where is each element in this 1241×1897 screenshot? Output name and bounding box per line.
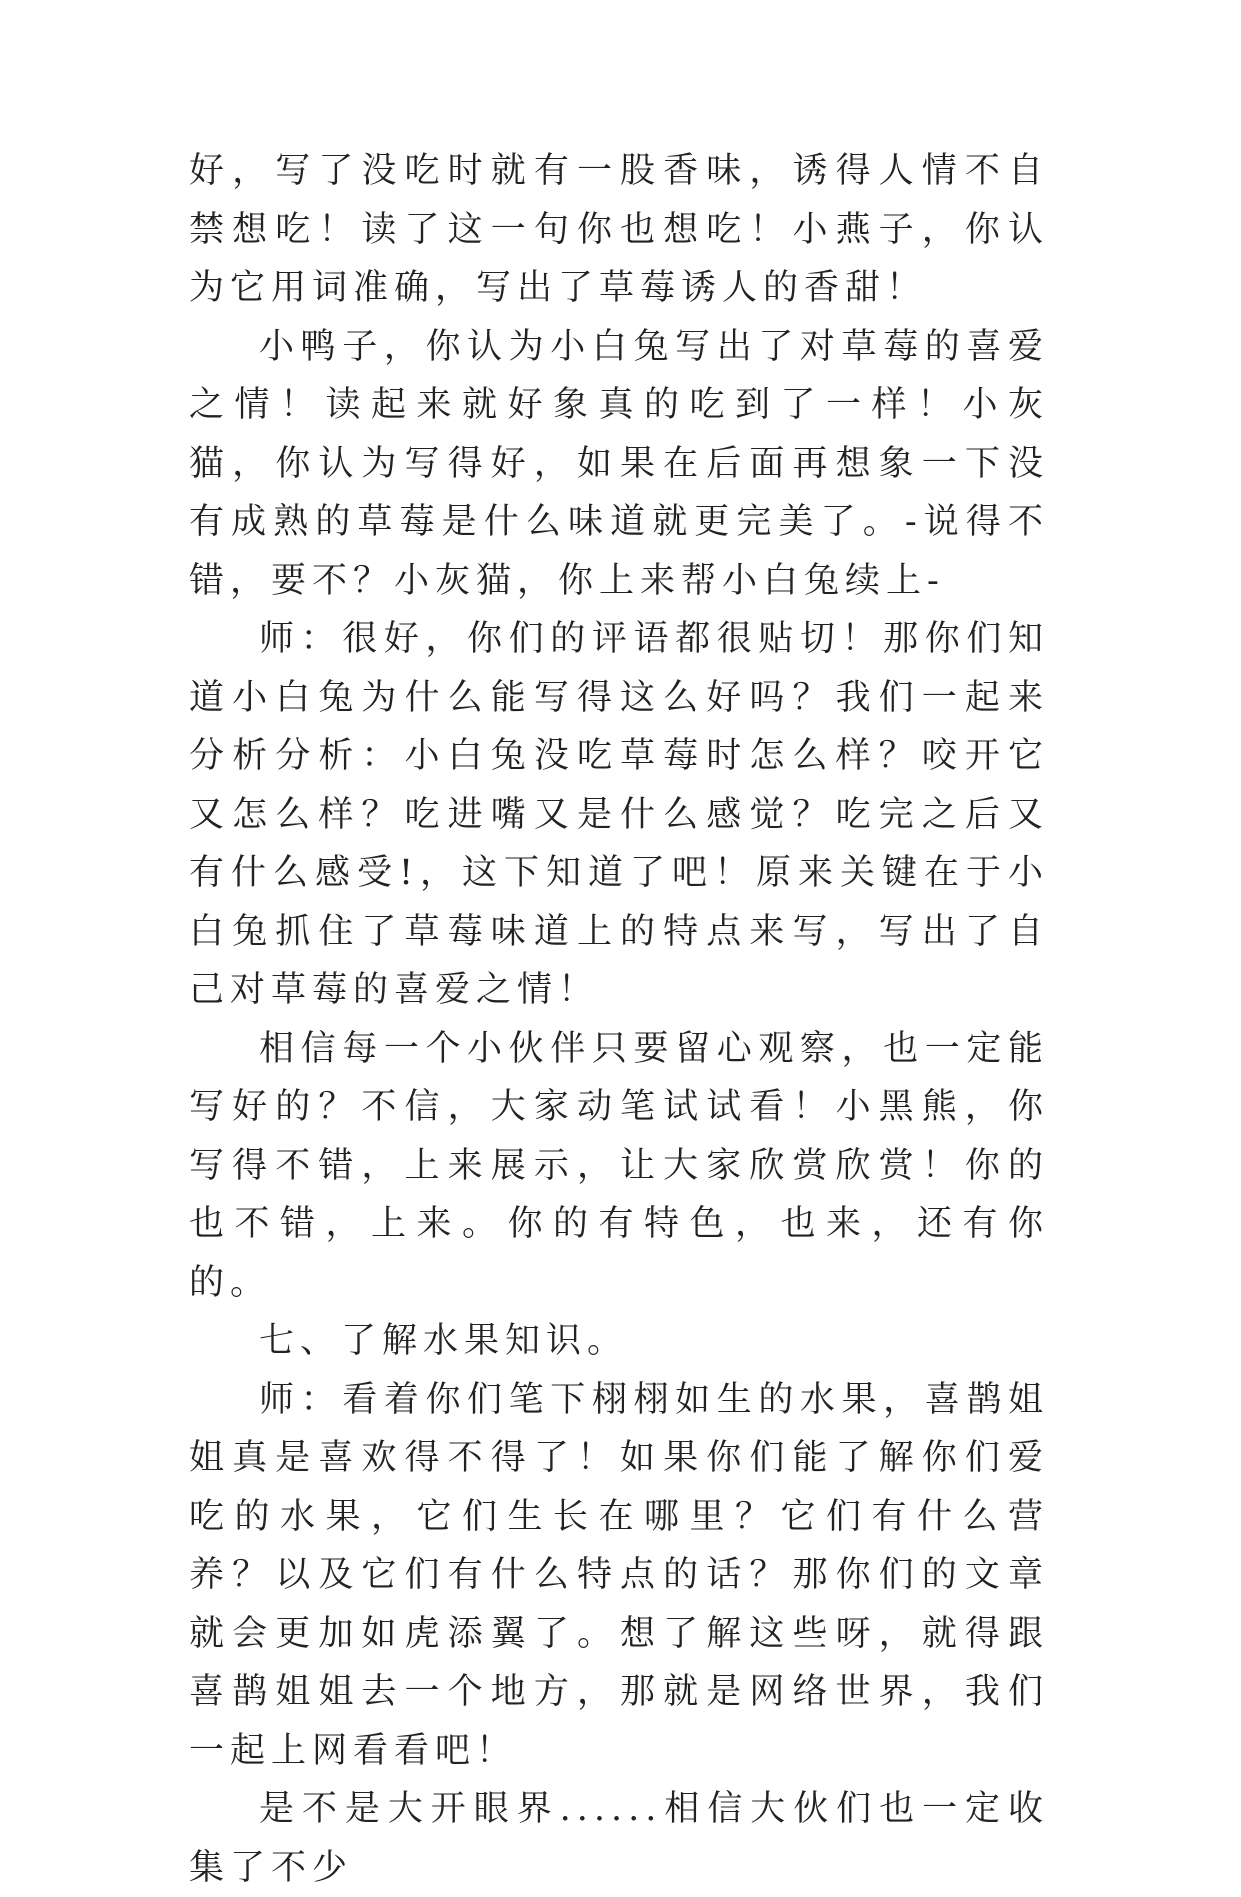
paragraph-3: 师：很好，你们的评语都很贴切！那你们知道小白兔为什么能写得这么好吗？我们一起来分析分析：小白兔没吃草莓时怎么样？咬开它又怎么样？吃进嘴又是什么感觉？吃完之后又有什么感受!，这下知道了吧！原来关键在于小白兔抓住了草莓味道上的特点来写，写出了自己对草莓的喜爱之情！ <box>189 619 1049 1010</box>
paragraph-4: 相信每一个小伙伴只要留心观察，也一定能写好的？不信，大家动笔试试看！小黑熊，你写得不错，上来展示，让大家欣赏欣赏！你的也不错，上来。你的有特色，也来，还有你的。 <box>189 1028 1049 1303</box>
paragraph-6: 是不是大开眼界......相信大伙们也一定收集了不少 <box>189 1789 1049 1888</box>
document-page <box>189 142 1049 1897</box>
section-heading: 七、了解水果知识。 <box>259 1321 629 1361</box>
paragraph-5: 师：看着你们笔下栩栩如生的水果，喜鹊姐姐真是喜欢得不得了！如果你们能了解你们爱吃的水果，它们生长在哪里？它们有什么营养？以及它们有什么特点的话？那你们的文章就会更加如虎添翼了。想了解这些呀，就得跟喜鹊姐姐去一个地方，那就是网络世界，我们一起上网看看吧！ <box>189 1379 1049 1771</box>
paragraph-2: 小鸭子，你认为小白兔写出了对草莓的喜爱之情！读起来就好象真的吃到了一样！小灰猫，你认为写得好，如果在后面再想象一下没有成熟的草莓是什么味道就更完美了。-说得不错，要不？小灰猫，你上来帮小白兔续上- <box>189 326 1049 601</box>
paragraph-1: 好，写了没吃时就有一股香味，诱得人情不自禁想吃！读了这一句你也想吃！小燕子，你认为它用词准确，写出了草莓诱人的香甜！ <box>189 151 1049 308</box>
